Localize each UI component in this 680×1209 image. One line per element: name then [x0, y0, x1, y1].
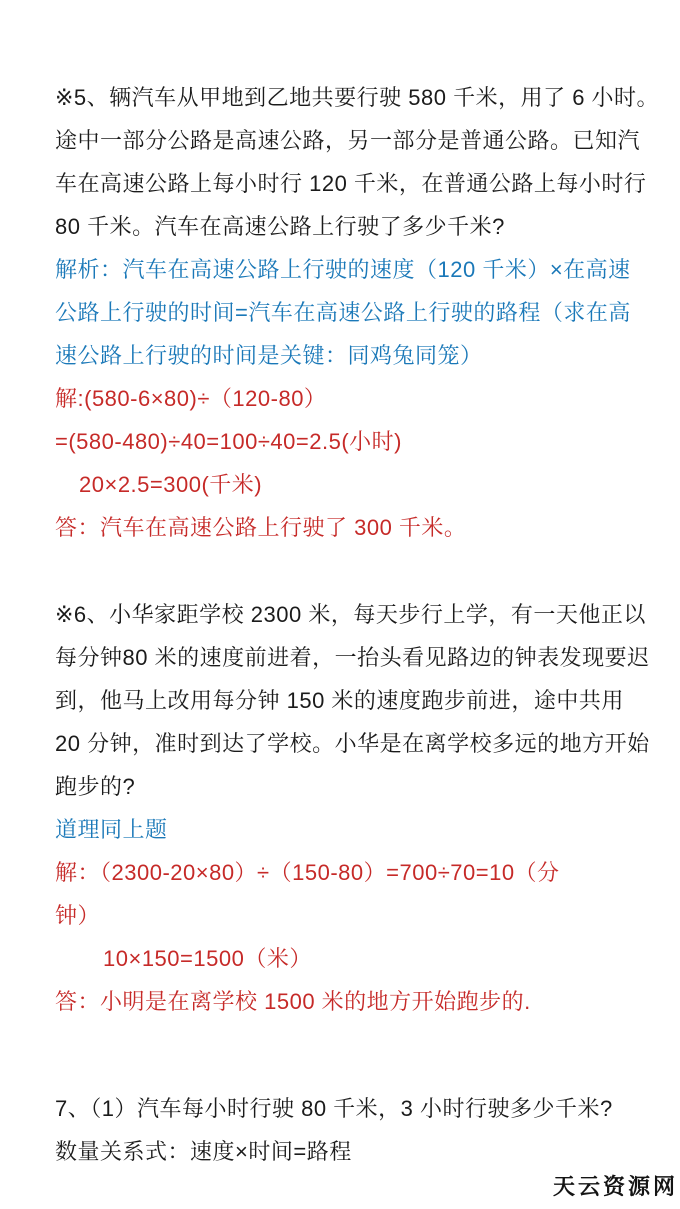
problem-5-text-line: ※5、辆汽车从甲地到乙地共要行驶 580 千米，用了 6 小时。	[55, 85, 660, 110]
problem-6-answer-line: 答：小明是在离学校 1500 米的地方开始跑步的.	[55, 989, 531, 1014]
problem-5-solution-line: 解:(580-6×80)÷（120-80）	[55, 386, 327, 411]
problem-6-text-line: 20 分钟，准时到达了学校。小华是在离学校多远的地方开始	[55, 731, 650, 756]
problem-6-solution-line: 10×150=1500（米）	[103, 946, 312, 971]
problem-6-text-line: 每分钟80 米的速度前进着，一抬头看见路边的钟表发现要迟	[55, 645, 650, 670]
problem-6-solution-line: 解：（2300-20×80）÷（150-80）=700÷70=10（分	[55, 860, 560, 885]
problem-6-solution-line: 钟）	[55, 903, 101, 928]
problem-7-text-line: 数量关系式：速度×时间=路程	[55, 1139, 352, 1164]
problem-6-block	[55, 593, 660, 1023]
problem-5-text-line: 途中一部分公路是高速公路，另一部分是普通公路。已知汽	[55, 128, 641, 153]
problem-5-block	[55, 76, 660, 549]
problem-5-analysis-line: 公路上行驶的时间=汽车在高速公路上行驶的路程（求在高	[55, 300, 631, 325]
problem-6-text-line: 跑步的?	[55, 774, 136, 799]
problem-5-solution-line: =(580-480)÷40=100÷40=2.5(小时)	[55, 429, 402, 454]
problem-5-text-line: 80 千米。汽车在高速公路上行驶了多少千米?	[55, 214, 505, 239]
problem-7-block	[55, 1087, 660, 1173]
problem-5-answer-line: 答：汽车在高速公路上行驶了 300 千米。	[55, 515, 467, 540]
problem-5-analysis-line: 速公路上行驶的时间是关键：同鸡兔同笼）	[55, 343, 483, 368]
problem-7-text-line: 7、（1）汽车每小时行驶 80 千米，3 小时行驶多少千米?	[55, 1096, 613, 1121]
watermark-text: 天云资源网	[552, 1175, 678, 1200]
problem-6-analysis-line: 道理同上题	[55, 817, 168, 842]
problem-6-text-line: 到，他马上改用每分钟 150 米的速度跑步前进，途中共用	[55, 688, 624, 713]
problem-5-text-line: 车在高速公路上每小时行 120 千米，在普通公路上每小时行	[55, 171, 647, 196]
problem-5-solution-line: 20×2.5=300(千米)	[79, 472, 263, 497]
problem-5-analysis-line: 解析：汽车在高速公路上行驶的速度（120 千米）×在高速	[55, 257, 631, 282]
problem-6-text-line: ※6、小华家距学校 2300 米，每天步行上学，有一天他正以	[55, 602, 646, 627]
